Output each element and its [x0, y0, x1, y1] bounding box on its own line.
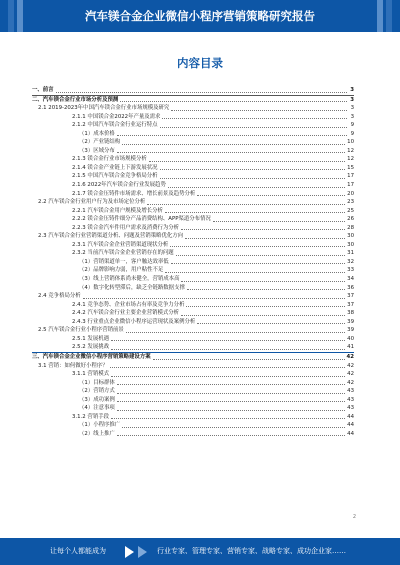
toc-entry-page: 34 — [347, 276, 354, 283]
toc-entry-page: 39 — [347, 327, 354, 334]
toc-entry-title: 2.4.1 竞争态势、企业市场占有率及竞争力分析 — [72, 301, 185, 308]
toc-entry-page: 42 — [347, 362, 354, 369]
toc-entry-title: （2）产业链结构 — [79, 139, 121, 146]
toc-entry-page: 38 — [347, 310, 354, 317]
arrow-icon — [138, 546, 147, 558]
toc-entry-title: 2.4 竞争格局分析 — [38, 293, 81, 300]
toc-entry-title: 2.5.2 发展挑战 — [72, 344, 109, 351]
toc-entry-title: （1）小程序推广 — [79, 422, 121, 429]
toc-entry-page: 42 — [347, 379, 354, 386]
toc-dot-leader — [181, 222, 347, 231]
banner-decor-stripe — [377, 0, 383, 32]
toc-entry-title: 2.1.2 中国汽车镁合金行业运行特点 — [72, 122, 158, 129]
toc-entry-page: 3 — [350, 87, 354, 93]
toc-entry-page: 32 — [347, 258, 354, 265]
toc-dot-leader — [117, 428, 347, 437]
toc-dot-leader — [117, 377, 347, 386]
toc-entry-title: 2.2.1 汽车镁合金用户规模及增长分析 — [72, 207, 163, 214]
toc-entry-title: 2.1.5 中国汽车镁合金竞争格局分析 — [72, 173, 158, 180]
toc-entry-page: 33 — [347, 267, 354, 274]
toc-entry-page: 37 — [347, 293, 354, 300]
toc-entry-page: 12 — [347, 156, 354, 163]
toc-dot-leader — [181, 273, 347, 282]
toc-entry-page: 12 — [347, 147, 354, 154]
toc-entry-page: 30 — [347, 241, 354, 248]
toc-entry-title: 2.2.2 镁合金压铸件细分产品消费结构、APP渠道分布情况 — [72, 216, 211, 223]
toc-entry-title: （2）线上推广 — [79, 430, 115, 437]
toc-dot-leader — [122, 419, 347, 428]
toc-entry-page: 37 — [347, 301, 354, 308]
toc-entry-page: 44 — [347, 430, 354, 437]
toc-entry-title: 2.2 汽车镁合金行业用户行为及市场定位分析 — [38, 199, 146, 206]
toc-entry-title: 2.1.6 2022年汽车镁合金行业发展趋势 — [72, 182, 166, 189]
arrow-icon — [125, 546, 134, 558]
toc-dot-leader — [186, 299, 347, 308]
toc-dot-leader — [171, 256, 347, 265]
toc-dot-leader — [176, 247, 347, 256]
toc-entry-page: 9 — [350, 130, 354, 137]
toc-entry-page: 39 — [347, 318, 354, 325]
toc-entry-title: 2.5 汽车镁合金行业小程序营销前景 — [38, 327, 124, 334]
toc-dot-leader — [117, 385, 347, 394]
toc-dot-leader — [187, 282, 347, 291]
footer-slogan-right: 行业专家、管理专家、营销专家、战略专家、成功企业家…… — [157, 547, 346, 555]
toc-entry-title: 2.1.4 镁合金产业链上下游发展状况 — [72, 164, 158, 171]
toc-dot-leader — [147, 196, 347, 205]
toc-entry-title: 一、前言 — [32, 87, 54, 93]
toc-dot-leader — [181, 307, 347, 316]
toc-dot-leader — [165, 205, 347, 214]
toc-dot-leader — [197, 316, 347, 325]
toc-dot-leader — [56, 84, 347, 93]
toc-dot-leader — [122, 136, 347, 145]
toc-entry-title: 2.1.3 镁合金行业市场规模分析 — [72, 156, 147, 163]
toc-entry-page: 28 — [347, 224, 354, 231]
toc-entry-title: 2.4.3 行业重点企业微信小程序运营现状及案例分析 — [72, 318, 196, 325]
toc-entry-title: 3.1.2 营销手段 — [72, 413, 109, 420]
toc-entry-title: 2.5.1 发展机遇 — [72, 335, 109, 342]
toc-entry-title: 3.1 营销：如何做好小程序？ — [38, 362, 108, 369]
toc-entry-title: （4）注意事项 — [79, 405, 115, 412]
toc-dot-leader — [111, 341, 347, 350]
toc-dot-leader — [83, 290, 347, 299]
toc-entry-page: 25 — [347, 207, 354, 214]
toc-dot-leader — [162, 111, 347, 120]
slogan-footer — [0, 538, 400, 565]
toc-dot-leader — [126, 324, 347, 333]
toc-dot-leader — [117, 402, 347, 411]
toc-dot-leader — [110, 360, 347, 369]
toc-dot-leader — [111, 368, 347, 377]
toc-dot-leader — [153, 351, 347, 360]
toc-entry-title: （2）品牌影响力弱，用户粘性不足 — [79, 267, 164, 274]
toc-entry-title: （1）目标群体 — [79, 379, 115, 386]
toc-entry[interactable] — [32, 430, 354, 439]
toc-entry-title: 二、汽车镁合金行业市场分析及预测 — [32, 96, 119, 103]
toc-dot-leader — [117, 394, 347, 403]
toc-entry-page: 44 — [347, 413, 354, 420]
toc-entry-page: 3 — [350, 105, 354, 112]
toc-entry-page: 30 — [347, 233, 354, 240]
toc-entry-page: 40 — [347, 335, 354, 342]
toc-entry-title: 2.3 汽车镁合金行业营销渠道分析、问题及营销策略优化方向 — [38, 233, 184, 240]
toc-entry-title: 2.1.7 镁合金压铸件市场需求、增长前景及趋势分析 — [72, 190, 196, 197]
toc-dot-leader — [160, 162, 347, 171]
toc-entry-page: 20 — [347, 190, 354, 197]
toc-entry-title: 2.1.1 中国镁合金2022年产量及需求 — [72, 113, 161, 120]
toc-dot-leader — [168, 179, 347, 188]
toc-dot-leader — [120, 94, 347, 103]
toc-entry-page: 3 — [350, 113, 354, 120]
toc-entry-page: 15 — [347, 164, 354, 171]
toc-entry-page: 42 — [347, 371, 354, 378]
toc-entry-page: 3 — [350, 96, 354, 103]
toc-entry-title: 3.1.1 营销模式 — [72, 371, 109, 378]
toc-entry-title: （1）成本价格 — [79, 130, 115, 137]
toc-dot-leader — [170, 239, 347, 248]
toc-entry-title: （1）营销渠道单一，客户触达效率低 — [79, 258, 169, 265]
toc-entry-page: 26 — [347, 216, 354, 223]
toc-dot-leader — [185, 230, 347, 239]
toc-dot-leader — [117, 128, 347, 137]
banner-decor-stripe — [386, 0, 392, 32]
toc-dot-leader — [197, 188, 347, 197]
toc-entry-title: 三、汽车镁合金企业微信小程序营销策略建设方案 — [32, 353, 151, 360]
toc-entry-page: 9 — [350, 122, 354, 129]
report-title-banner — [0, 0, 400, 32]
toc-entry-title: 2.4.2 汽车镁合金行业主要企业营销模式分析 — [72, 310, 180, 317]
toc-dot-leader — [111, 411, 347, 420]
report-title: 汽车镁合金企业微信小程序营销策略研究报告 — [85, 9, 315, 23]
toc-entry-title: （2）营销方式 — [79, 388, 115, 395]
toc-dot-leader — [117, 145, 347, 154]
toc-entry-title: 2.1 2019-2023年中国汽车镁合金行业市场规模及研究 — [38, 105, 170, 112]
toc-entry-title: 2.2.3 镁合金汽车件用户需求及消费行为分析 — [72, 224, 180, 231]
toc-dot-leader — [165, 264, 347, 273]
toc-entry-page: 17 — [347, 173, 354, 180]
toc-entry-page: 43 — [347, 388, 354, 395]
table-of-contents — [32, 86, 354, 438]
toc-entry-page: 42 — [346, 353, 354, 360]
toc-entry-page: 44 — [347, 422, 354, 429]
toc-entry-title: （3）线上营销体系尚未健全，营销成本高 — [79, 276, 180, 283]
toc-dot-leader — [149, 153, 347, 162]
toc-entry-title: （4）数字化转型滞后，缺乏全链路数据支撑 — [79, 284, 185, 291]
toc-entry-page: 36 — [347, 284, 354, 291]
footer-slogan-left: 让每个人都能成为 — [50, 547, 106, 555]
toc-entry-title: （3）区域分布 — [79, 147, 115, 154]
toc-dot-leader — [171, 102, 347, 111]
toc-entry-page: 31 — [347, 250, 354, 257]
toc-entry-title: （3）成功案例 — [79, 396, 115, 403]
toc-entry-page: 17 — [347, 182, 354, 189]
toc-dot-leader — [160, 119, 347, 128]
toc-entry-title: 2.3.1 汽车镁合金企业营销渠道现状分析 — [72, 241, 169, 248]
toc-entry-page: 10 — [347, 139, 354, 146]
toc-entry-page: 43 — [347, 396, 354, 403]
toc-heading: 内容目录 — [177, 56, 223, 70]
toc-dot-leader — [111, 333, 347, 342]
toc-entry-title: 2.3.2 当前汽车镁合金企业营销存在的问题 — [72, 250, 174, 257]
toc-entry-page: 41 — [347, 344, 354, 351]
page-number: 2 — [352, 514, 356, 520]
toc-dot-leader — [213, 213, 347, 222]
toc-entry-page: 43 — [347, 405, 354, 412]
toc-dot-leader — [160, 170, 347, 179]
toc-entry-page: 23 — [347, 199, 354, 206]
